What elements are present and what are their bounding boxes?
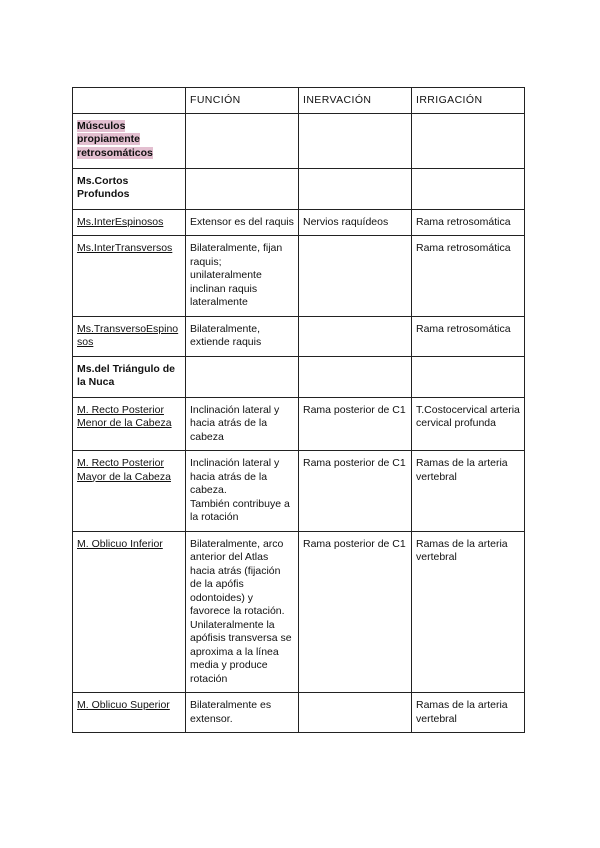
funcion-cell: Bilateralmente, arco anterior del Atlas hacia atrás (fijación de la apófis odontoides) y favorece la rotación. Unilateralmente la apófisis transversa se aproxima a la línea media y produce rotación (186, 531, 299, 693)
inervacion-cell (299, 236, 412, 317)
irrigacion-cell: Rama retrosomática (412, 316, 525, 356)
header-funcion: FUNCIÓN (186, 88, 299, 114)
irrigacion-cell: T.Costocervical arteria cervical profunda (412, 397, 525, 451)
inervacion-cell: Rama posterior de C1 (299, 451, 412, 532)
muscle-link[interactable]: Ms.InterEspinosos (77, 215, 164, 228)
inervacion-cell: Nervios raquídeos (299, 209, 412, 236)
table-row (73, 451, 525, 532)
irrigacion-cell: Ramas de la arteria vertebral (412, 451, 525, 532)
section-row (73, 356, 525, 397)
inervacion-cell (299, 693, 412, 733)
funcion-cell: Bilateralmente es extensor. (186, 693, 299, 733)
muscle-link[interactable]: M. Oblicuo Inferior (77, 537, 163, 550)
muscle-link[interactable]: Ms.TransversoEspinosos (77, 322, 179, 348)
section-row (73, 168, 525, 209)
funcion-cell: Bilateralmente, extiende raquis (186, 316, 299, 356)
section-title-cortos-profundos: Ms.Cortos Profundos (73, 168, 186, 209)
irrigacion-cell: Ramas de la arteria vertebral (412, 693, 525, 733)
section-row (73, 113, 525, 168)
table-row (73, 531, 525, 693)
table-row (73, 236, 525, 317)
header-cell-empty (73, 88, 186, 114)
inervacion-cell: Rama posterior de C1 (299, 397, 412, 451)
header-row (73, 88, 525, 114)
irrigacion-cell: Ramas de la arteria vertebral (412, 531, 525, 693)
inervacion-cell (299, 316, 412, 356)
muscle-link[interactable]: M. Recto Posterior Menor de la Cabeza (77, 403, 172, 429)
funcion-cell: Inclinación lateral y hacia atrás de la cabeza (186, 397, 299, 451)
table-row (73, 397, 525, 451)
inervacion-cell: Rama posterior de C1 (299, 531, 412, 693)
muscle-link[interactable]: M. Oblicuo Superior (77, 699, 170, 711)
table-row (73, 693, 525, 733)
irrigacion-cell: Rama retrosomática (412, 209, 525, 236)
muscle-link[interactable]: Ms.InterTransversos (77, 242, 173, 254)
section-title-triangulo-nuca: Ms.del Triángulo de la Nuca (73, 356, 186, 397)
table-row (73, 316, 525, 356)
muscles-table (72, 87, 525, 733)
muscle-link[interactable]: M. Recto Posterior Mayor de la Cabeza (77, 457, 171, 483)
funcion-cell: Inclinación lateral y hacia atrás de la cabeza. También contribuye a la rotación (186, 451, 299, 532)
funcion-cell: Bilateralmente, fijan raquis; unilateralmente inclinan raquis lateralmente (186, 236, 299, 317)
funcion-cell: Extensor es del raquis (186, 209, 299, 236)
section-title-retrosomaticos: Músculos propiamente retrosomáticos (77, 119, 153, 159)
irrigacion-cell: Rama retrosomática (412, 236, 525, 317)
table-row (73, 209, 525, 236)
header-inervacion: INERVACIÓN (299, 88, 412, 114)
header-irrigacion: IRRIGACIÓN (412, 88, 525, 114)
